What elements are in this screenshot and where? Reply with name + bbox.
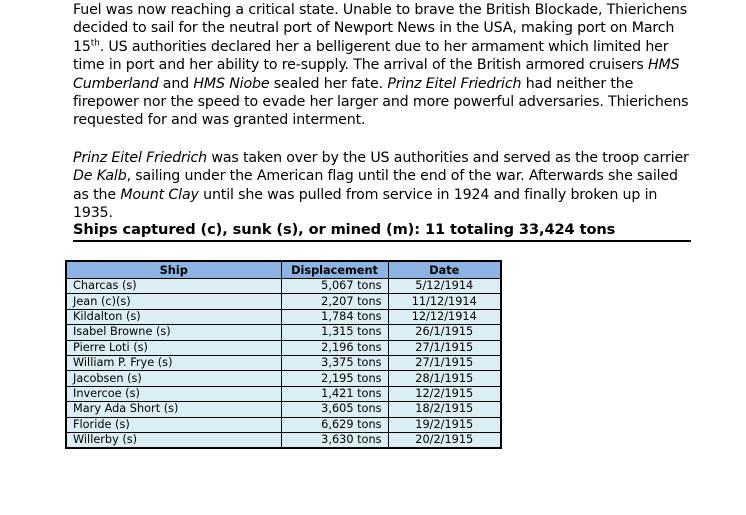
cell-displacement: 1,315 tons: [281, 325, 388, 340]
table-row: [66, 402, 501, 417]
cell-displacement: 1,784 tons: [281, 309, 388, 324]
superscript-ordinal: th: [90, 38, 100, 49]
cell-ship: Willerby (s): [66, 432, 281, 448]
header-displacement: Displacement: [281, 261, 388, 279]
cell-displacement: 3,375 tons: [281, 355, 388, 370]
ship-name-italic: HMS Cumberland: [73, 57, 680, 92]
cell-displacement: 3,605 tons: [281, 402, 388, 417]
cell-date: 28/1/1915: [388, 371, 501, 386]
cell-ship: Pierre Loti (s): [66, 340, 281, 355]
cell-displacement: 2,195 tons: [281, 371, 388, 386]
cell-ship: Kildalton (s): [66, 309, 281, 324]
cell-displacement: 2,207 tons: [281, 294, 388, 309]
cell-displacement: 5,067 tons: [281, 279, 388, 294]
cell-ship: Jacobsen (s): [66, 371, 281, 386]
cell-date: 26/1/1915: [388, 325, 501, 340]
cell-displacement: 6,629 tons: [281, 417, 388, 432]
cell-ship: Mary Ada Short (s): [66, 402, 281, 417]
table-row: [66, 279, 501, 294]
cell-ship: Charcas (s): [66, 279, 281, 294]
cell-date: 18/2/1915: [388, 402, 501, 417]
paragraph-later-service: [73, 149, 693, 223]
table-row: [66, 417, 501, 432]
ships-table: [65, 260, 502, 449]
cell-displacement: 1,421 tons: [281, 386, 388, 401]
ship-name-italic: De Kalb: [73, 168, 127, 185]
table-header-row: [66, 261, 501, 279]
text-run: had neither the firepower nor the speed to evade her larger and more powerful adversaries. Thierichens requested for and was granted interment.: [73, 75, 689, 129]
table-row: [66, 340, 501, 355]
text-run: until she was pulled from service in 1924 and finally broken up in 1935.: [73, 186, 658, 222]
cell-date: 27/1/1915: [388, 355, 501, 370]
ship-name-italic: Prinz Eitel Friedrich: [73, 150, 208, 166]
ship-name-italic: Prinz Eitel Friedrich: [387, 75, 522, 92]
cell-date: 12/12/1914: [388, 309, 501, 324]
table-row: [66, 355, 501, 370]
cell-date: 27/1/1915: [388, 340, 501, 355]
text-run: and: [158, 75, 194, 92]
table-row: [66, 386, 501, 401]
cell-ship: Jean (c)(s): [66, 294, 281, 309]
cell-ship: William P. Frye (s): [66, 355, 281, 370]
table-row: [66, 325, 501, 340]
header-date: Date: [388, 261, 501, 279]
table-row: [66, 371, 501, 386]
cell-ship: Isabel Browne (s): [66, 325, 281, 340]
table-row: [66, 309, 501, 324]
cell-date: 11/12/1914: [388, 294, 501, 309]
cell-date: 19/2/1915: [388, 417, 501, 432]
cell-displacement: 3,630 tons: [281, 432, 388, 448]
text-run: sealed her fate.: [269, 75, 388, 92]
header-ship: Ship: [66, 261, 281, 279]
text-run: , sailing under the American flag until the end of the war. Afterwards she sailed as the: [73, 168, 678, 203]
ship-name-italic: HMS Niobe: [193, 75, 270, 92]
section-heading: Ships captured (c), sunk (s), or mined (m): 11 totaling 33,424 tons: [73, 221, 691, 242]
text-run: was taken over by the US authorities and served as the troop carrier: [207, 150, 689, 166]
cell-ship: Floride (s): [66, 417, 281, 432]
text-run: Fuel was now reaching a critical state. Unable to brave the British Blockade, Thierichens decided to sail for the neutral port of Newport News in the USA, making port on March 15: [73, 2, 688, 55]
table-row: [66, 432, 501, 448]
paragraph-internment: [73, 1, 693, 130]
table-row: [66, 294, 501, 309]
ship-name-italic: Mount Clay: [120, 186, 199, 203]
text-run: . US authorities declared her a belligerent due to her armament which limited her time in port and her ability to re-supply. The arrival of the British armored cruisers: [73, 38, 669, 74]
cell-date: 20/2/1915: [388, 432, 501, 448]
cell-displacement: 2,196 tons: [281, 340, 388, 355]
cell-ship: Invercoe (s): [66, 386, 281, 401]
cell-date: 12/2/1915: [388, 386, 501, 401]
cell-date: 5/12/1914: [388, 279, 501, 294]
